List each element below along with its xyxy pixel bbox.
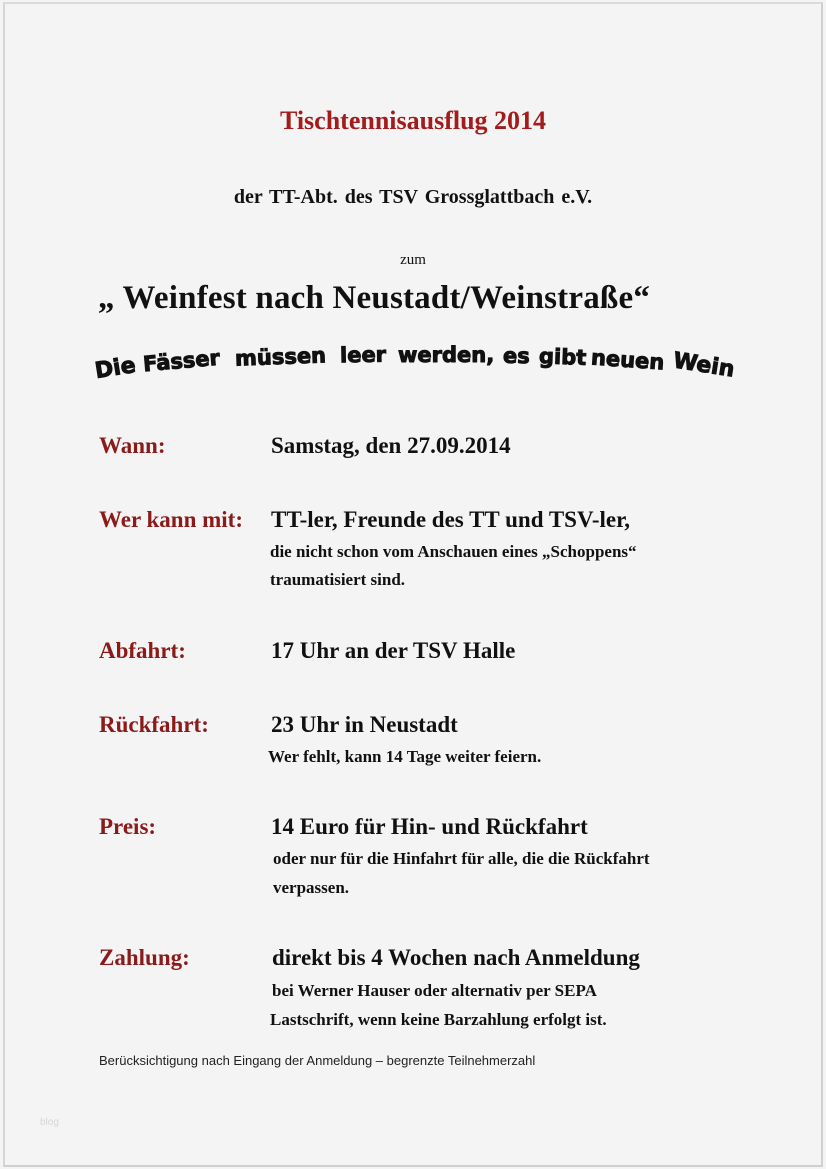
event-name: „ Weinfest nach Neustadt/Weinstraße“ [98, 280, 651, 316]
label-abfahrt: Abfahrt: [99, 638, 186, 663]
document-title: Tischtennisausflug 2014 [279, 106, 547, 135]
label-wann: Wann: [99, 433, 166, 458]
value-wer: TT-ler, Freunde des TT und TSV-ler, [271, 507, 630, 532]
wordart-word: gibt [538, 344, 587, 370]
wordart-word: müssen [234, 343, 327, 371]
wordart-word: werden, [398, 343, 495, 367]
note-wer-2: traumatisiert sind. [270, 570, 406, 589]
organizer-line: der TT-Abt. des TSV Grossglattbach e.V. [233, 186, 593, 208]
note-preis-1: oder nur für die Hinfahrt für alle, die die Rückfahrt [273, 849, 650, 868]
wordart-word: Die [93, 352, 138, 385]
value-preis: 14 Euro für Hin- und Rückfahrt [271, 814, 588, 839]
label-rueckfahrt: Rückfahrt: [99, 712, 209, 737]
wordart-word: Fässer [142, 345, 221, 377]
value-abfahrt: 17 Uhr an der TSV Halle [271, 638, 516, 663]
wordart-word: neuen [590, 345, 666, 375]
footer-note: Berücksichtigung nach Eingang der Anmeldung – begrenzte Teilnehmerzahl [99, 1053, 536, 1068]
note-rueckfahrt-1: Wer fehlt, kann 14 Tage weiter feiern. [268, 747, 542, 766]
note-wer-1: die nicht schon vom Anschauen eines „Schoppens“ [270, 542, 637, 561]
note-zahlung-2: Lastschrift, wenn keine Barzahlung erfolgt ist. [270, 1010, 607, 1029]
value-zahlung: direkt bis 4 Wochen nach Anmeldung [272, 945, 640, 970]
note-zahlung-1: bei Werner Hauser oder alternativ per SEPA [272, 981, 597, 1000]
wordart-slogan [95, 340, 735, 386]
label-preis: Preis: [99, 814, 157, 839]
wordart-word: Wein [671, 348, 737, 383]
value-wann: Samstag, den 27.09.2014 [271, 433, 511, 458]
watermark: blog [40, 1117, 59, 1128]
connector-word: zum [400, 252, 426, 268]
wordart-word: leer [339, 342, 387, 368]
label-zahlung: Zahlung: [99, 945, 190, 970]
value-rueckfahrt: 23 Uhr in Neustadt [271, 712, 458, 737]
label-wer: Wer kann mit: [99, 507, 243, 532]
note-preis-2: verpassen. [273, 878, 350, 897]
wordart-word: es [502, 343, 530, 369]
